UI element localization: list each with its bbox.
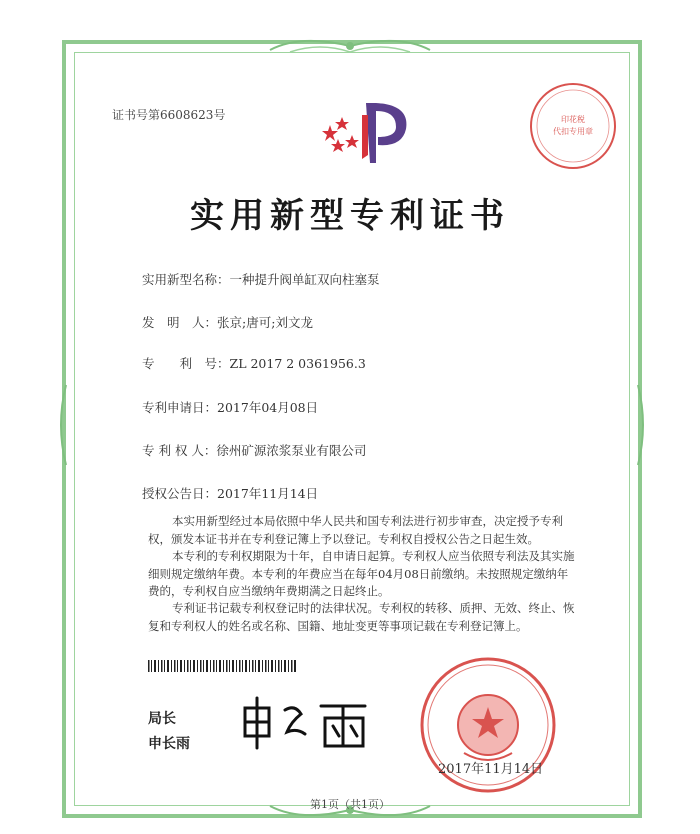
filing-date-row xyxy=(142,398,318,416)
agency-seal-stamp xyxy=(525,78,621,174)
patent-office-logo xyxy=(318,95,418,167)
director-name: 申长雨 xyxy=(148,736,190,752)
patent-number-value: ZL 2017 2 0361956.3 xyxy=(229,356,366,371)
page-indicator: 第1页（共1页） xyxy=(310,798,390,811)
director-signature xyxy=(235,688,375,758)
svg-text:印花税: 印花税 xyxy=(561,115,585,124)
inventor-label: 发 明 人： xyxy=(142,315,218,330)
patent-holder-label: 专 利 权 人： xyxy=(142,443,217,458)
body-paragraph-1: 本实用新型经过本局依照中华人民共和国专利法进行初步审查，决定授予专利权，颁发本证书并在专利登记簿上予以登记。专利权自授权公告之日起生效。 xyxy=(148,514,563,546)
patent-number-row xyxy=(142,354,366,372)
svg-text:代扣专用章: 代扣专用章 xyxy=(553,127,593,136)
filing-date-value: 2017年04月08日 xyxy=(217,400,319,415)
utility-model-name-label: 实用新型名称： xyxy=(142,272,230,287)
patent-holder-value: 徐州矿源浓浆泵业有限公司 xyxy=(216,443,367,458)
utility-model-name-row xyxy=(142,270,380,288)
certificate-number: 证书号第6608623号 xyxy=(112,108,226,122)
inventor-row xyxy=(142,313,313,331)
body-paragraph-3: 专利证书记载专利权登记时的法律状况。专利权的转移、质押、无效、终止、恢复和专利权人的姓名或名称、国籍、地址变更等事项记载在专利登记簿上。 xyxy=(148,601,575,633)
patent-holder-row xyxy=(142,441,366,459)
filing-date-label: 专利申请日： xyxy=(142,400,218,415)
utility-model-name-value: 一种提升阀单缸双向柱塞泵 xyxy=(229,272,380,287)
inventor-value: 张京;唐可;刘文龙 xyxy=(217,315,313,330)
body-paragraph-2: 本专利的专利权期限为十年，自申请日起算。专利权人应当依照专利法及其实施细则规定缴纳年费。本专利的年费应当在每年04月08日前缴纳。未按照规定缴纳年费的，专利权自应当缴纳年费期满之日起终止。 xyxy=(148,549,575,598)
barcode xyxy=(148,660,298,672)
seal-date: 2017年11月14日 xyxy=(438,762,544,777)
top-ornament xyxy=(260,32,440,60)
right-ornament xyxy=(630,380,650,470)
patent-number-label: 专 利 号： xyxy=(142,356,230,371)
left-ornament xyxy=(54,380,74,470)
grant-date-row xyxy=(142,484,318,502)
certificate-title: 实用新型专利证书 xyxy=(190,196,510,236)
grant-date-label: 授权公告日： xyxy=(142,486,218,501)
grant-date-value: 2017年11月14日 xyxy=(217,486,319,501)
director-title: 局长 xyxy=(148,711,176,727)
